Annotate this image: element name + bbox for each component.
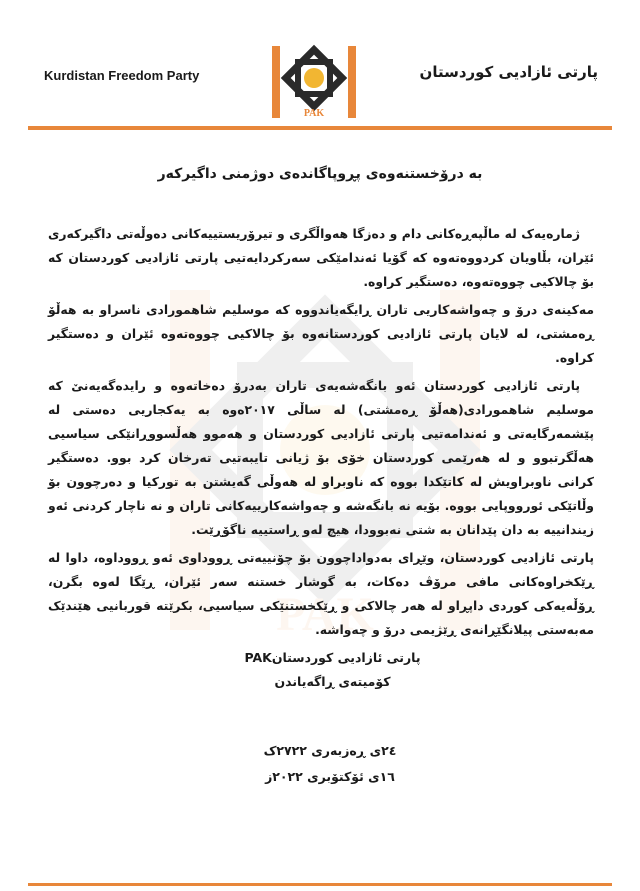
paragraph-3: پارتی ئازادیی کوردستان ئەو بانگەشەیەی تاران بەدرۆ دەخاتەوە و رایدەگەیەنێ کە موسلیم شاهمورادی(هەڵۆ ڕەمشتی) لە ساڵی ٢٠١٧ەوە بە یەکجاریی دەستی لە پێشمەرگایەتی و ئەندامەتیی پارتی ئازادیی کوردستان و هەموو هەڵسووڕانێکی سیاسیی هەڵگرتبوو و لە هەرێمی کوردستان خۆی بۆ ژیانی تایبەتیی تەرخان کرد بوو. دەستگیر کرانی ناوبراویش لە کاتێکدا بووە کە ناوبراو لە هەوڵی گەیشتن بە تورکیا و دەرچوون بۆ وڵاتێکی ئورووپایی بووە. بۆیە نە بانگەشە و چەواشەکارییەکانی تاران و نە ناچار کردنی ئەو زیندانییە بە دان پێدانان بە شتی نەبوودا، هیچ لەو ڕاستییە ناگۆڕێت.	[48, 378, 594, 537]
org-name-kurdish: پارتی ئازادیی کوردستان	[419, 63, 598, 81]
letterhead	[0, 0, 640, 128]
statement-body	[48, 222, 594, 646]
signature-org: پارتی ئازادیی کوردستانPAK	[244, 650, 421, 665]
logo-bar-right	[348, 46, 356, 118]
pak-logo	[270, 44, 358, 120]
logo-bar-left	[272, 46, 280, 118]
signature-committee: کۆمیتەی ڕاگەیاندن	[274, 674, 391, 689]
watermark-text: PAK	[276, 588, 374, 641]
header-divider	[28, 126, 612, 130]
paragraph-1: ژمارەیەک لە ماڵپەڕەکانی دام و دەزگا هەواڵگری و تیرۆریستییەکانی دەوڵەتی داگیرکەری ئێران، بڵاویان کردووەتەوە کە گۆیا ئەندامێکی سەرکردایەتیی پارتی ئازادیی کوردستان کە بۆ چالاکیی چووەتەوە، دەستگیر کراوە.	[48, 226, 594, 289]
paragraph-4: پارتی ئازادیی کوردستان، وێڕای بەدواداچوون بۆ چۆنییەتی ڕووداوی ئەو ڕووداوە، داوا لە ڕێکخراوەکانی مافی مرۆڤ دەکات، بە گوشار خستنە سەر ئێران، ڕێگا لەوە بگرن، ڕۆڵەیەکی کوردی داپڕاو لە هەر چالاکی و ڕێکخستنێکی سیاسیی، بکرێتە قوربانیی هێندێک مەبەستی پیلانگێڕانەی ڕێژیمی درۆ و چەواشە.	[48, 550, 594, 637]
statement-title: بە درۆخستنەوەی پڕوپاگاندەی دوژمنی داگیرکەر	[157, 166, 483, 182]
footer-divider	[28, 883, 612, 886]
paragraph-2: مەکینەی درۆ و چەواشەکاریی تاران ڕایگەیاندووە کە موسلیم شاهمورادی ناسراو بە هەڵۆ ڕەمشتی، لە لایان پارتی ئازادیی کوردستانەوە بۆ چالاکیی چووەتەوە ئێران و دەستگیر کراوە.	[48, 302, 594, 365]
logo-sun	[304, 68, 324, 88]
org-name-english: Kurdistan Freedom Party	[44, 68, 200, 83]
date-block	[200, 738, 460, 790]
date-kurdish: ٢٤ی ڕەزبەری ٢٧٢٢ک	[263, 743, 397, 758]
signature-block	[200, 646, 465, 694]
date-gregorian: ١٦ی ئۆکتۆبری ٢٠٢٢ز	[265, 769, 395, 784]
logo-text: PAK	[303, 108, 325, 119]
